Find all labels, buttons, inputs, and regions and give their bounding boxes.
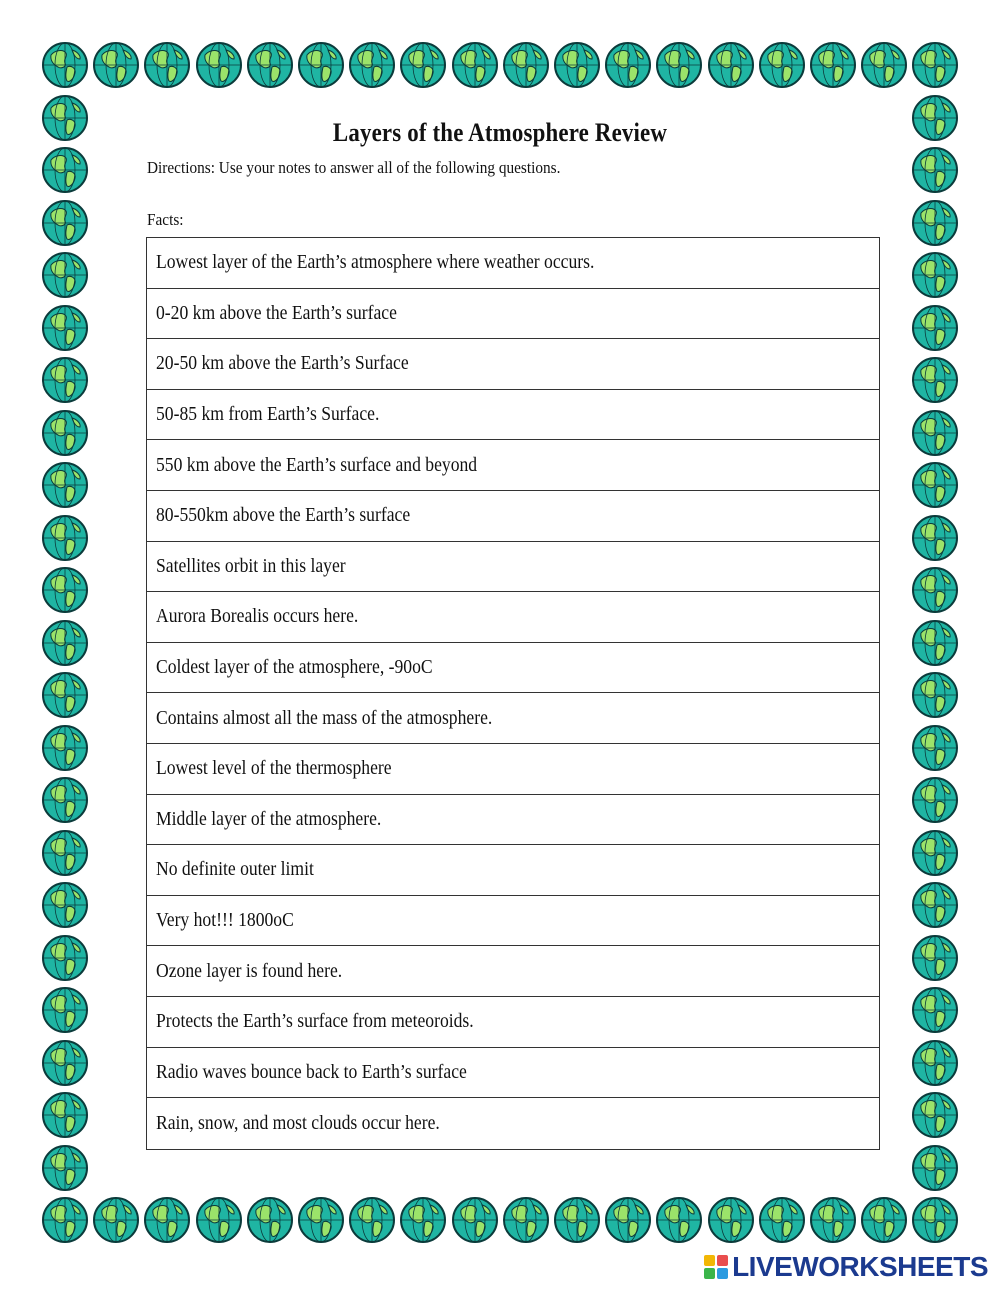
earth-globe-icon [911, 619, 959, 667]
fact-text: Radio waves bounce back to Earth’s surface [156, 1060, 467, 1083]
earth-globe-icon [911, 199, 959, 247]
earth-globe-icon [143, 1196, 191, 1244]
earth-globe-icon [604, 1196, 652, 1244]
earth-globe-icon [911, 1091, 959, 1139]
earth-globe-icon [41, 829, 89, 877]
fact-text: Rain, snow, and most clouds occur here. [156, 1111, 440, 1134]
earth-globe-icon [860, 41, 908, 89]
earth-globe-icon [143, 41, 191, 89]
fact-text: 20-50 km above the Earth’s Surface [156, 352, 409, 375]
earth-globe-icon [911, 1196, 959, 1244]
earth-globe-icon [92, 41, 140, 89]
earth-globe-icon [195, 1196, 243, 1244]
fact-row [147, 744, 879, 795]
earth-globe-icon [297, 41, 345, 89]
facts-table [146, 237, 880, 1150]
worksheet-title: Layers of the Atmosphere Review [332, 118, 668, 147]
earth-globe-icon [41, 514, 89, 562]
earth-globe-icon [41, 986, 89, 1034]
fact-text: 0-20 km above the Earth’s surface [156, 301, 397, 324]
earth-globe-icon [502, 1196, 550, 1244]
fact-text: No definite outer limit [156, 858, 314, 881]
fact-text: Lowest level of the thermosphere [156, 757, 392, 780]
earth-globe-icon [911, 986, 959, 1034]
earth-globe-icon [41, 619, 89, 667]
fact-row [147, 845, 879, 896]
earth-globe-icon [41, 724, 89, 772]
fact-text: 50-85 km from Earth’s Surface. [156, 403, 380, 426]
earth-globe-icon [41, 409, 89, 457]
earth-globe-icon [809, 41, 857, 89]
earth-globe-icon [41, 881, 89, 929]
directions-text: Directions: Use your notes to answer all of the following questions. [147, 158, 561, 177]
earth-globe-icon [502, 41, 550, 89]
earth-globe-icon [41, 1144, 89, 1192]
earth-globe-icon [41, 356, 89, 404]
earth-globe-icon [451, 41, 499, 89]
earth-globe-icon [41, 251, 89, 299]
earth-globe-icon [911, 776, 959, 824]
fact-text: 80-550km above the Earth’s surface [156, 504, 411, 527]
earth-globe-icon [911, 1144, 959, 1192]
earth-globe-icon [348, 41, 396, 89]
earth-globe-icon [41, 41, 89, 89]
earth-globe-icon [758, 41, 806, 89]
fact-row [147, 491, 879, 542]
earth-globe-icon [911, 409, 959, 457]
fact-text: 550 km above the Earth’s surface and beyond [156, 453, 478, 476]
earth-globe-icon [911, 1039, 959, 1087]
earth-globe-icon [655, 1196, 703, 1244]
earth-globe-icon [451, 1196, 499, 1244]
earth-globe-icon [297, 1196, 345, 1244]
earth-globe-icon [809, 1196, 857, 1244]
earth-globe-icon [911, 251, 959, 299]
fact-text: Ozone layer is found here. [156, 959, 343, 982]
fact-row [147, 1048, 879, 1099]
earth-globe-icon [911, 514, 959, 562]
earth-globe-icon [553, 1196, 601, 1244]
earth-globe-icon [911, 934, 959, 982]
fact-row [147, 997, 879, 1048]
fact-text: Protects the Earth’s surface from meteoroids. [156, 1010, 474, 1033]
liveworksheets-logo[interactable] [704, 1251, 988, 1283]
fact-row [147, 339, 879, 390]
liveworksheets-wordmark: LIVEWORKSHEETS [732, 1251, 988, 1282]
earth-globe-icon [758, 1196, 806, 1244]
fact-row [147, 592, 879, 643]
earth-globe-icon [399, 1196, 447, 1244]
earth-globe-icon [911, 881, 959, 929]
earth-globe-icon [41, 566, 89, 614]
earth-globe-icon [348, 1196, 396, 1244]
fact-text: Very hot!!! 1800oC [156, 909, 294, 932]
earth-globe-icon [911, 41, 959, 89]
earth-globe-icon [399, 41, 447, 89]
earth-globe-icon [911, 724, 959, 772]
fact-row [147, 542, 879, 593]
fact-text: Coldest layer of the atmosphere, -90oC [156, 656, 433, 679]
fact-row [147, 795, 879, 846]
earth-globe-icon [41, 1196, 89, 1244]
fact-text: Middle layer of the atmosphere. [156, 807, 382, 830]
fact-text: Satellites orbit in this layer [156, 554, 346, 577]
fact-row [147, 1098, 879, 1149]
earth-globe-icon [41, 146, 89, 194]
earth-globe-icon [41, 1039, 89, 1087]
earth-globe-icon [553, 41, 601, 89]
earth-globe-icon [911, 461, 959, 509]
earth-globe-icon [41, 304, 89, 352]
earth-globe-icon [911, 671, 959, 719]
earth-globe-icon [911, 304, 959, 352]
earth-globe-icon [195, 41, 243, 89]
fact-row [147, 289, 879, 340]
fact-row [147, 693, 879, 744]
earth-globe-icon [41, 934, 89, 982]
fact-row [147, 643, 879, 694]
earth-globe-icon [41, 671, 89, 719]
earth-globe-icon [41, 199, 89, 247]
earth-globe-icon [246, 1196, 294, 1244]
earth-globe-icon [911, 829, 959, 877]
earth-globe-icon [246, 41, 294, 89]
fact-row [147, 896, 879, 947]
earth-globe-icon [860, 1196, 908, 1244]
earth-globe-icon [707, 41, 755, 89]
earth-globe-icon [707, 1196, 755, 1244]
fact-row [147, 238, 879, 289]
earth-globe-icon [41, 461, 89, 509]
earth-globe-icon [92, 1196, 140, 1244]
earth-globe-icon [604, 41, 652, 89]
liveworksheets-logo-icon [704, 1255, 728, 1279]
earth-globe-icon [655, 41, 703, 89]
facts-label: Facts: [147, 210, 184, 229]
earth-globe-icon [911, 356, 959, 404]
earth-globe-icon [911, 566, 959, 614]
fact-row [147, 946, 879, 997]
earth-globe-icon [911, 146, 959, 194]
earth-globe-icon [41, 776, 89, 824]
earth-globe-icon [41, 1091, 89, 1139]
fact-text: Aurora Borealis occurs here. [156, 605, 359, 628]
fact-row [147, 390, 879, 441]
fact-row [147, 440, 879, 491]
fact-text: Contains almost all the mass of the atmosphere. [156, 706, 493, 729]
fact-text: Lowest layer of the Earth’s atmosphere where weather occurs. [156, 251, 595, 274]
